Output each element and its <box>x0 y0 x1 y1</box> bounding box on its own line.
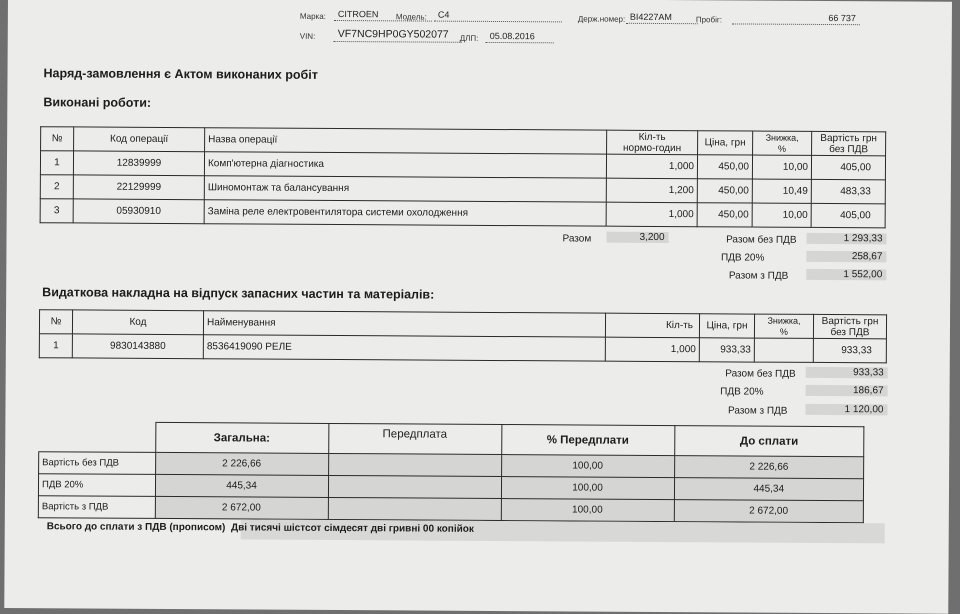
works-col-price: Ціна, грн <box>698 131 753 155</box>
cell: 10,49 <box>752 179 811 203</box>
cell: 1 <box>40 151 73 175</box>
cell <box>328 475 501 498</box>
document-page <box>4 0 952 614</box>
cell: Заміна реле електровентилятора системи охолодження <box>204 200 606 226</box>
cell: 100,00 <box>501 499 674 522</box>
parts-col-qty: Кіл-ть <box>605 313 699 338</box>
cell: 450,00 <box>697 155 752 179</box>
parts-section-title: Видаткова накладна на відпуск запасних частин та матеріалів: <box>42 285 435 302</box>
cell: 483,33 <box>811 179 885 203</box>
vin-label: VIN: <box>299 31 316 41</box>
cell: 10,00 <box>752 203 811 227</box>
cell: 405,00 <box>811 155 885 179</box>
cell: 450,00 <box>697 179 752 203</box>
cell: 405,00 <box>811 203 885 227</box>
parts-sum-no-vat-label: Разом без ПДВ <box>725 368 796 380</box>
cell: 8536419090 РЕЛЕ <box>203 335 605 361</box>
parts-col-amount: Вартість грн без ПДВ <box>813 314 886 338</box>
brand-value: CITROEN <box>334 9 432 22</box>
summary-col-due: До сплати <box>674 426 864 457</box>
works-section-title: Виконані роботи: <box>43 95 152 110</box>
works-vat-value: 258,67 <box>806 251 886 262</box>
parts-col-discount: Знижка, % <box>754 314 813 338</box>
date-value: 05.08.2016 <box>486 31 554 43</box>
cell: 450,00 <box>697 203 752 227</box>
document-title: Наряд-замовлення є Актом виконаних робіт <box>43 66 318 82</box>
parts-vat-value: 186,67 <box>806 385 888 397</box>
works-col-hours: Кіл-ть нормо-годин <box>607 130 698 155</box>
table-row <box>38 496 863 523</box>
cell: 3 <box>40 199 73 223</box>
works-col-amount: Вартість грн без ПДВ <box>812 131 886 155</box>
summary-corner <box>39 422 156 453</box>
summary-table <box>38 421 865 523</box>
cell: 2 672,00 <box>674 500 864 523</box>
table-row <box>40 199 885 228</box>
works-col-name: Назва операції <box>205 128 607 154</box>
cell: ПДВ 20% <box>38 474 155 497</box>
works-sum-vat-label: Разом з ПДВ <box>728 270 789 282</box>
works-table <box>40 126 887 228</box>
cell: 933,33 <box>813 338 886 362</box>
cell: Вартість без ПДВ <box>39 452 156 475</box>
date-label: ДЛП: <box>459 33 479 43</box>
cell: 445,34 <box>155 474 328 497</box>
model-value: C4 <box>434 10 562 23</box>
cell <box>754 338 813 362</box>
parts-sum-no-vat-value: 933,33 <box>806 367 888 379</box>
cell: 2 <box>40 175 73 199</box>
works-total-label: Разом <box>562 233 592 245</box>
brand-label: Марка: <box>299 11 326 21</box>
works-sum-no-vat-value: 1 293,33 <box>807 233 887 244</box>
cell: 1,000 <box>606 154 697 179</box>
model-label: Модель: <box>395 12 427 22</box>
works-vat-label: ПДВ 20% <box>720 252 765 264</box>
cell: 9830143880 <box>72 334 203 359</box>
cell: Шиномонтаж та балансування <box>204 176 606 202</box>
works-col-discount: Знижка, % <box>753 131 812 155</box>
cell: 445,34 <box>674 478 864 501</box>
cell: Вартість з ПДВ <box>38 496 155 519</box>
cell: 10,00 <box>752 155 811 179</box>
parts-col-no: № <box>39 310 72 334</box>
parts-vat-label: ПДВ 20% <box>720 386 764 398</box>
summary-col-prepay-pct: % Передплати <box>501 425 674 456</box>
reg-number-label: Держ.номер: <box>577 14 626 24</box>
cell: 2 672,00 <box>155 496 328 519</box>
works-total-hours: 3,200 <box>607 232 669 243</box>
works-col-code: Код операції <box>74 127 205 152</box>
reg-number-value: BI4227AM <box>626 12 698 24</box>
cell: 933,33 <box>699 338 754 362</box>
cell: 100,00 <box>501 477 674 500</box>
cell: 22129999 <box>73 175 204 200</box>
cell: 2 226,66 <box>674 456 864 479</box>
cell: 05930910 <box>73 199 204 224</box>
cell <box>328 497 501 520</box>
vin-value: VF7NC9HP0GY502077 <box>334 28 462 43</box>
parts-sum-vat-value: 1 120,00 <box>805 404 887 416</box>
cell: 12839999 <box>73 151 204 176</box>
cell: 1,200 <box>606 178 697 203</box>
parts-col-name: Найменування <box>203 311 605 337</box>
cell: 100,00 <box>501 455 674 478</box>
cell: 2 226,66 <box>155 452 328 475</box>
cell: 1 <box>39 334 72 358</box>
cell <box>328 453 501 476</box>
works-sum-vat-value: 1 552,00 <box>806 269 886 280</box>
table-row <box>39 334 886 363</box>
works-col-no: № <box>41 127 74 151</box>
summary-col-total: Загальна: <box>155 422 328 453</box>
mileage-label: Пробіг: <box>695 15 723 25</box>
summary-col-prepay: Передплата <box>328 423 501 454</box>
parts-col-price: Ціна, грн <box>699 314 754 338</box>
works-sum-no-vat-label: Разом без ПДВ <box>726 234 797 246</box>
parts-col-code: Код <box>72 310 203 335</box>
cell: 1,000 <box>605 337 699 362</box>
parts-table <box>39 309 887 363</box>
cell: Комп'ютерна діагностика <box>204 152 606 178</box>
mileage-value: 66 737 <box>732 12 860 25</box>
amount-in-words: Всього до сплати з ПДВ (прописом) Дві тисячі шістсот сімдесят дві гривні 00 копійок <box>46 521 474 535</box>
cell: 1,000 <box>606 202 697 227</box>
parts-sum-vat-label: Разом з ПДВ <box>727 405 788 417</box>
